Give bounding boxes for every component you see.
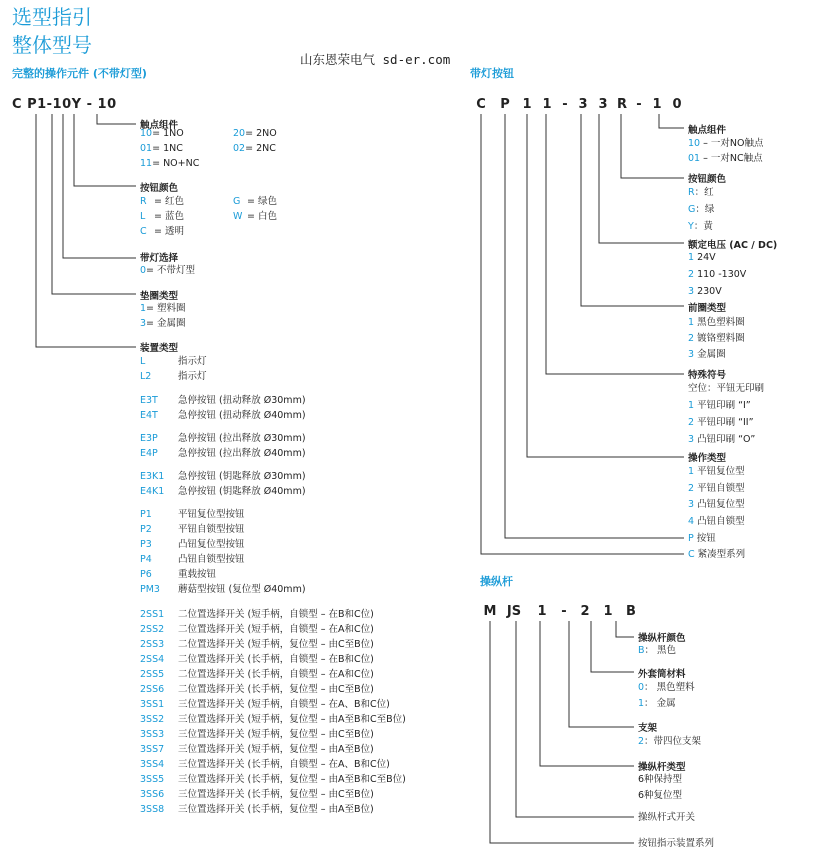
device-group-estop-pull: E3P 急停按钮 (拉出释放 Ø30mm) E4P 急停按钮 (拉出释放 Ø40mm) (140, 433, 306, 459)
device-group-lamp: L 指示灯 L2 指示灯 (140, 356, 207, 382)
j-series: 按钮指示装置系列 (638, 838, 715, 849)
colors-heading: 按钮颜色 (140, 183, 179, 194)
code-c: C (12, 97, 23, 112)
contacts-list-2: 20= 2NO 02= 2NC (233, 128, 277, 154)
j-type-list: 6种保持型 6种复位型 (638, 774, 683, 801)
watermark: 山东恩荣电气 sd-er.com (300, 52, 451, 67)
r-voltage-list: 1 24V 2 110 -130V 3 230V (688, 252, 747, 297)
page-title: 选型指引 (12, 5, 92, 29)
right-code: C P 1 1 - 3 3 R - 1 0 (476, 97, 682, 112)
r-symbol-list: 空位：平钮无印刷 1 平钮印刷 “I” 2 平钮印刷 “II” 3 凸钮印刷 “O” (688, 383, 765, 445)
left-code (12, 97, 117, 112)
gasket-heading: 垫圈类型 (140, 291, 179, 302)
device-group-estop-twist: E3T 急停按钮 (扭动释放 Ø30mm) E4T 急停按钮 (扭动释放 Ø40mm) (140, 395, 306, 421)
r-bezel-list: 1 黑色塑料圈 2 镀铬塑料圈 3 金属圈 (688, 317, 745, 360)
contacts-list: 10= 1NO 01= 1NC 11= NO+NC (140, 128, 200, 169)
r-symbol-heading: 特殊符号 (688, 370, 727, 381)
line-gasket (52, 114, 136, 294)
lamp-heading: 带灯选择 (140, 253, 179, 264)
r-compact-series: C 紧凑型系列 (688, 549, 746, 560)
j-sleeve-list: 0： 黑色塑料 1： 金属 (638, 682, 695, 709)
colors-list: R = 红色 L = 蓝色 C = 透明 (140, 196, 184, 237)
r-voltage-heading: 额定电压 (AC / DC) (688, 240, 778, 251)
device-group-buttons: P1 平钮复位型按钮 P2 平钮自锁型按钮 P3 凸钮复位型按钮 P4 凸钮自锁型按钮 P6 重载按钮 PM3 蘑菇型按钮 (复位型 Ø40mm) (140, 509, 306, 595)
section-complete-operator: 完整的操作元件 (不带灯型) (12, 67, 147, 80)
j-color-list: B： 黑色 (638, 645, 677, 656)
device-group-selectors: 2SS1 二位置选择开关 (短手柄，自锁型 – 在B和C位) 2SS2 二位置选择开关 (短手柄，自锁型 – 在A和C位) 2SS3 二位置选择开关 (短手柄，复位型 – 由C至B位) 2SS4 二位置选择开关 (长手柄，自锁型 – 在B和C位) 2SS5 二位置选择开关 (长手柄，自锁型 – 在A和C位) 2SS6 二位置选择开关 (长手柄，复位型 – 由C至B位) 3SS1 三位置选择开关 (短手柄，自锁型 – 在A、B和C位) 3SS2 三位置选择开关 (短手柄，复位型 – 由A至B和C至B位) 3SS3 三位置选择开关 (短手柄，复位型 – 由C至B位) 3SS7 三位置选择开关 (短手柄，复位型 – 由A至B位) 3SS4 三位置选择开关 (长手柄，自锁型 – 在A、B和C位) 3SS5 三位置选择开关 (长手柄，复位型 – 由A至B和C至B位) 3SS6 三位置选择开关 (长手柄，复位型 – 由C至B位) 3SS8 三位置选择开关 (长手柄，复位型 – 由A至B位) (140, 609, 406, 815)
r-contacts-heading: 触点组件 (688, 125, 727, 136)
joystick-code: M JS 1 - 2 1 B (483, 604, 636, 619)
line-r-contacts (659, 114, 684, 128)
gasket-list: 1= 塑料圈 3= 金属圈 (140, 303, 186, 329)
device-heading: 装置类型 (140, 343, 179, 354)
r-pbutton: P 按钮 (688, 533, 716, 544)
section-illuminated-button: 带灯按钮 (470, 67, 514, 80)
r-operation-list: 1 平钮复位型 2 平钮自锁型 3 凸钮复位型 4 凸钮自锁型 (688, 466, 745, 527)
j-bracket-list: 2：带四位支架 (638, 736, 702, 747)
page-subtitle: 整体型号 (12, 33, 92, 57)
contacts-heading: 触点组件 (140, 120, 179, 131)
j-color-heading: 操纵杆颜色 (638, 633, 686, 644)
code-dash: - (86, 97, 93, 112)
line-device (36, 114, 136, 347)
colors-list-2: G = 绿色 W = 白色 (233, 196, 277, 222)
device-group-estop-key: E3K1 急停按钮 (钥匙释放 Ø30mm) E4K1 急停按钮 (钥匙释放 Ø40mm) (140, 471, 306, 497)
section-joystick: 操纵杆 (480, 575, 513, 588)
code-10: 10 (97, 97, 117, 112)
line-colors (74, 114, 136, 186)
j-bracket-heading: 支架 (638, 723, 658, 734)
line-contacts (97, 114, 136, 124)
j-sleeve-heading: 外套筒材料 (638, 669, 686, 680)
r-bezel-heading: 前圈类型 (688, 303, 727, 314)
r-colors-list: R：红 G：绿 Y：黄 (688, 187, 715, 232)
r-colors-heading: 按钮颜色 (688, 174, 727, 185)
r-operation-heading: 操作类型 (688, 453, 727, 464)
r-contacts-list: 10 – 一对NO触点 01 – 一对NC触点 (688, 138, 764, 164)
lamp-option: 0= 不带灯型 (140, 265, 196, 276)
j-switch: 操纵杆式开关 (638, 812, 696, 823)
code-p1-10y: P1-10Y (27, 97, 82, 112)
j-type-heading: 操纵杆类型 (638, 762, 686, 773)
